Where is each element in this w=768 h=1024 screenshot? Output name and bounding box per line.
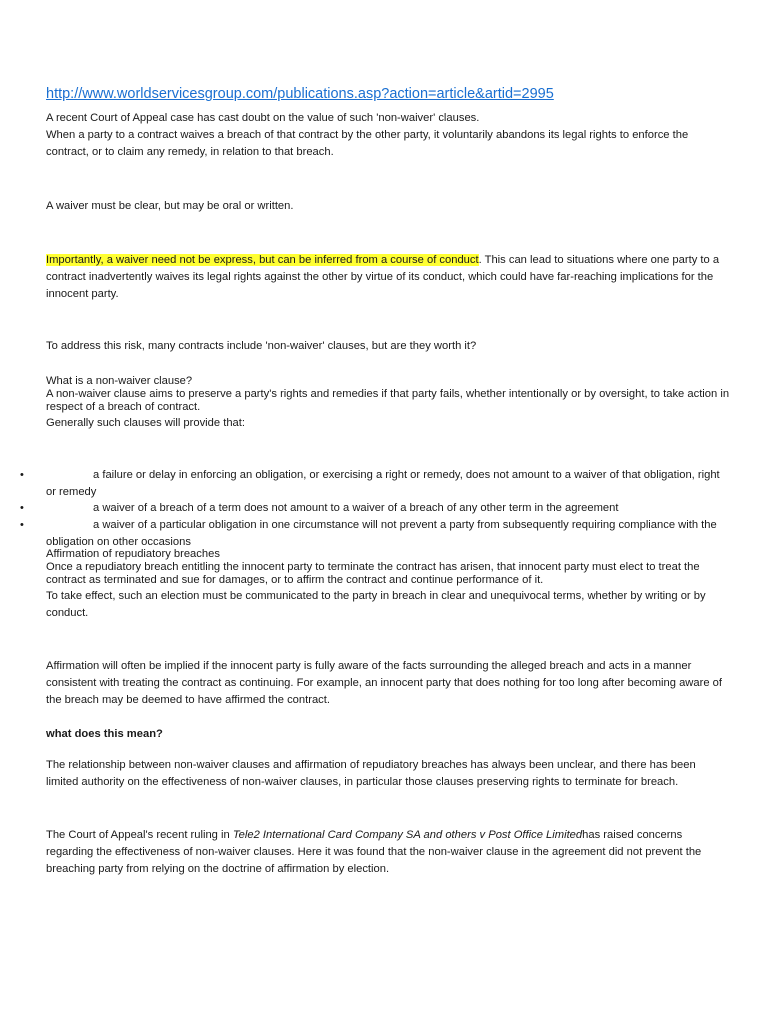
- affirmation-heading: Affirmation of repudiatory breaches: [46, 548, 220, 560]
- relationship-paragraph: The relationship between non-waiver clauses and affirmation of repudiatory breaches has always been unclear, and there has been limited authority on the effectiveness of non-waiver clauses, in particular those clauses preserving rights to terminate for breach.: [46, 759, 696, 788]
- bullet-icon: •: [20, 502, 24, 514]
- highlighted-text: Importantly, a waiver need not be express, but can be inferred from a course of conduct: [46, 254, 479, 266]
- ruling-before-text: The Court of Appeal's recent ruling in: [46, 829, 233, 841]
- importantly-paragraph: [46, 252, 730, 303]
- bullet-item: a waiver of a breach of a term does not amount to a waiver of a breach of any other term in the agreement: [93, 502, 619, 514]
- affirmation-implied-paragraph: Affirmation will often be implied if the innocent party is fully aware of the facts surrounding the alleged breach and acts in a manner consistent with treating the contract as continuing. For example, an innocent party that does nothing for too long after becoming aware of the breach may be deemed to have affirmed the contract.: [46, 660, 722, 706]
- generally-paragraph: Generally such clauses will provide that:: [46, 417, 245, 429]
- address-risk-paragraph: To address this risk, many contracts include 'non-waiver' clauses, but are they worth it?: [46, 340, 477, 352]
- bullet-icon: •: [20, 519, 24, 531]
- bullet-icon: •: [20, 469, 24, 481]
- ruling-after-text: has raised concerns regarding the effectiveness of non-waiver clauses. Here it was found that the non-waiver clause in the agreement did not prevent the breaching party from relying on the doctrine of affirmation by election.: [46, 829, 702, 875]
- case-name: Tele2 International Card Company SA and others v Post Office Limited: [232, 829, 583, 841]
- intro-paragraph: A recent Court of Appeal case has cast doubt on the value of such 'non-waiver' clauses.: [46, 112, 480, 124]
- waiver-clear-paragraph: A waiver must be clear, but may be oral or written.: [46, 200, 294, 212]
- affirmation-body: Once a repudiatory breach entitling the innocent party to terminate the contract has arisen, that innocent party must elect to treat the contract as terminated and sue for damages, or to affirm the contract and continue performance of it.: [46, 561, 700, 586]
- waiver-definition-paragraph: When a party to a contract waives a breach of that contract by the other party, it voluntarily abandons its legal rights to enforce the contract, or to claim any remedy, in relation to that breach.: [46, 129, 689, 158]
- what-does-this-mean-heading: what does this mean?: [46, 728, 163, 740]
- bullet-item: a waiver of a particular obligation in one circumstance will not prevent a party from subsequently requiring compliance with the obligation on other occasions: [46, 519, 717, 548]
- ruling-paragraph: [46, 827, 730, 878]
- non-waiver-body: A non-waiver clause aims to preserve a party's rights and remedies if that party fails, whether intentionally or by oversight, to take action in respect of a breach of contract.: [46, 388, 730, 413]
- importantly-rest-text: . This can lead to situations where one party to a contract inadvertently waives its legal rights against the other by virtue of its conduct, which could have far-reaching implications for the innocent party.: [46, 254, 720, 300]
- bullet-item: a failure or delay in enforcing an obligation, or exercising a right or remedy, does not amount to a waiver of that obligation, right or remedy: [46, 469, 720, 498]
- non-waiver-heading: What is a non-waiver clause?: [46, 375, 193, 387]
- election-paragraph: To take effect, such an election must be communicated to the party in breach in clear and unequivocal terms, whether by writing or by conduct.: [46, 590, 706, 619]
- source-url-link[interactable]: http://www.worldservicesgroup.com/publications.asp?action=article&artid=2995: [46, 86, 554, 102]
